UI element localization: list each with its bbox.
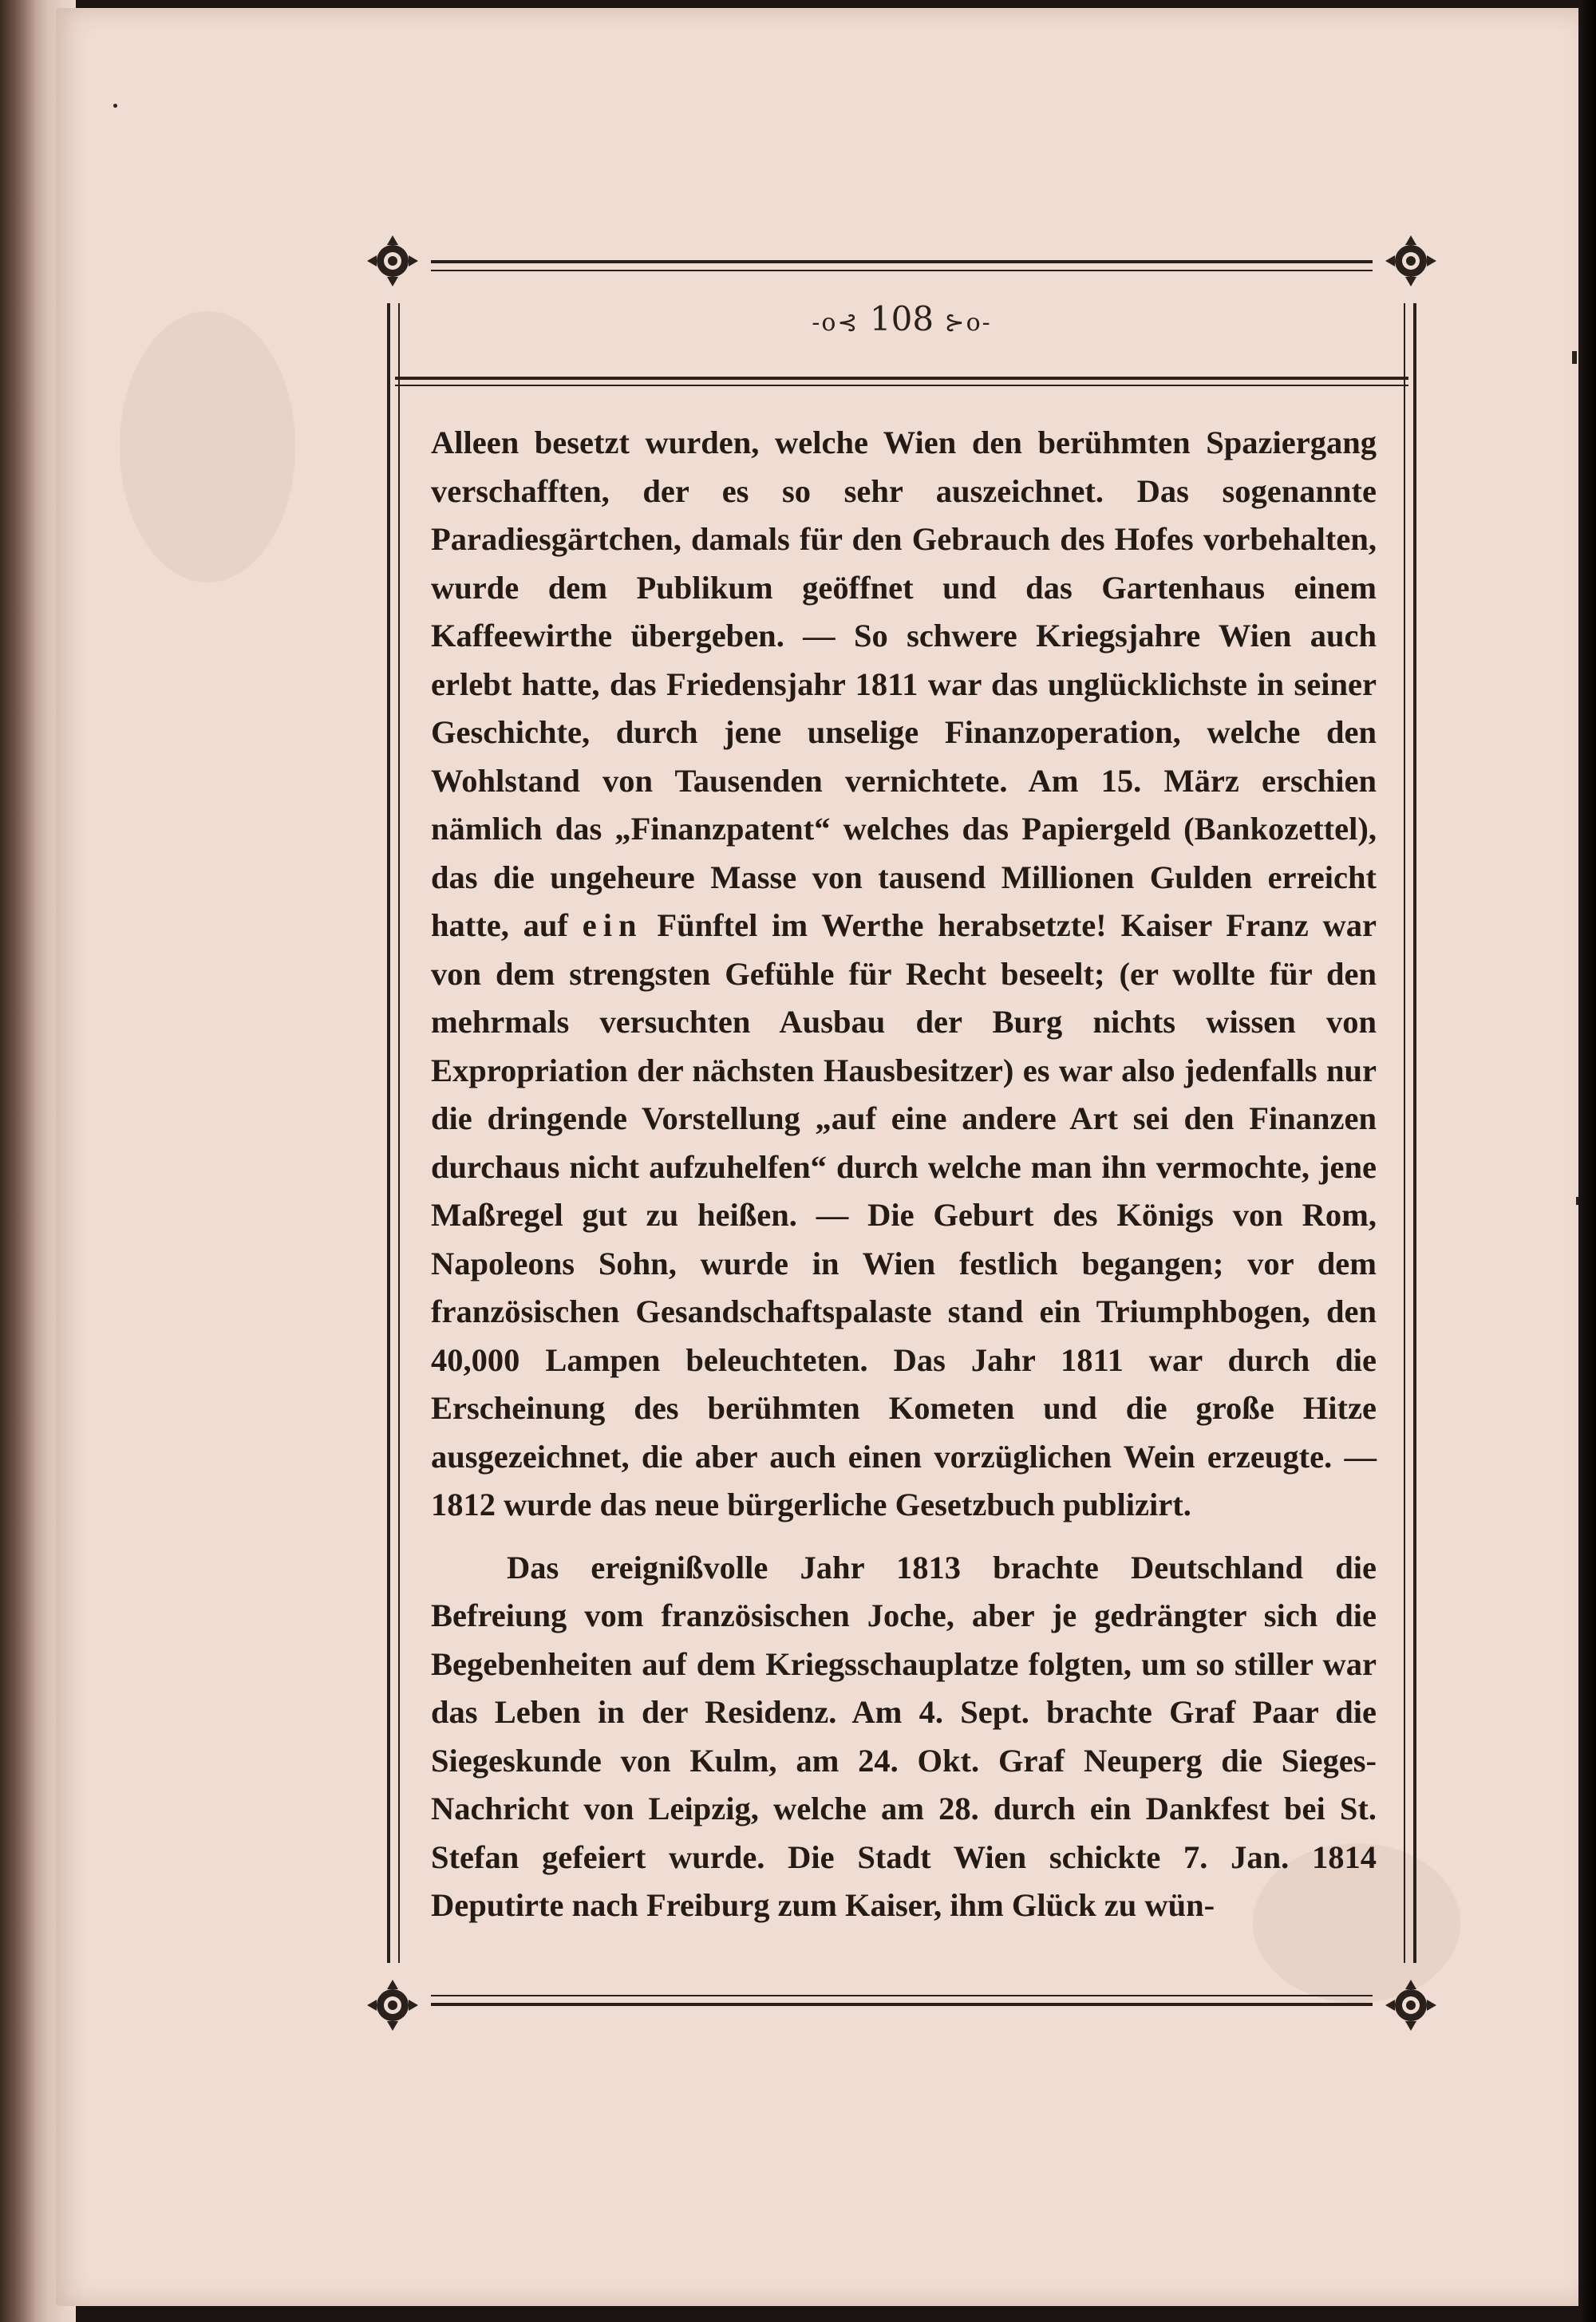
corner-ornament-icon <box>1381 231 1440 290</box>
header-rule <box>395 377 1408 386</box>
corner-ornament-icon <box>1381 1976 1440 2035</box>
ornament-left-icon: -o⊰ <box>812 309 859 337</box>
paragraph: Das ereignißvolle Jahr 1813 brachte Deutschland die Befreiung vom französischen Joche, aber je gedrängter sich die Begebenheiten auf dem Kriegsschauplatze folgten, um so stiller war das Leben in der Residenz. Am 4. Sept. brachte Graf Paar die Siegeskunde von Kulm, am 24. Okt. Graf Neuperg die Sieges-Nachricht von Leipzig, welche am 28. durch ein Dankfest bei St. Stefan gefeiert wurde. Die Stadt Wien schickte 7. Jan. 1814 Deputirte nach Freiburg zum Kaiser, ihm Glück zu wün- <box>431 1549 1377 1923</box>
book-right-edge <box>1578 0 1596 2322</box>
emphasized-word: ein <box>582 907 643 943</box>
corner-ornament-icon <box>363 1976 422 2035</box>
ornament-right-icon: ⊱o- <box>944 309 992 337</box>
page-frame <box>387 239 1416 2027</box>
body-text <box>431 419 1377 1930</box>
paragraph: Alleen besetzt wurden, welche Wien den berühmten Spaziergang verschafften, der es so sehr auszeichnet. Das sogenannte Paradiesgärtchen, damals für den Gebrauch des Hofes vorbehalten, wurde dem Publikum geöffnet und das Gartenhaus einem Kaffeewirthe übergeben. — So schwere Kriegsjahre Wien auch erlebt hatte, das Friedensjahr 1811 war das unglücklichste in seiner Geschichte, durch jene unselige Finanzoperation, welche den Wohlstand von Tausenden vernichtete. Am 15. März erschien nämlich das „Finanzpatent“ welches das Papiergeld (Bankozettel), das die ungeheure Masse von tausend Millionen Gulden erreicht hatte, auf ein Fünftel im Werthe herabsetzte! Kaiser Franz war von dem strengsten Gefühle für Recht beseelt; (er wollte für den mehrmals versuchten Ausbau der Burg nichts wissen von Expropriation der nächsten Hausbesitzer) es war also jedenfalls nur die dringende Vorstellung „auf eine andere Art sei den Finanzen durchaus nicht aufzuhelfen“ durch welche man ihn vermochte, jene Maßregel gut zu heißen. — Die Geburt des Königs von Rom, Napoleons Sohn, wurde in Wien festlich begangen; vor dem französischen Gesandschaftspalaste stand ein Triumphbogen, den 40,000 Lampen beleuchteten. Das Jahr 1811 war durch die Erscheinung des berühmten Kometen und die große Hitze ausgezeichnet, die aber auch einen vorzüglichen Wein erzeugte. — 1812 wurde das neue bürgerliche Gesetzbuch publizirt. <box>431 425 1377 1522</box>
page-number-header <box>387 299 1416 338</box>
corner-ornament-icon <box>363 231 422 290</box>
page-number: 108 <box>869 299 934 338</box>
